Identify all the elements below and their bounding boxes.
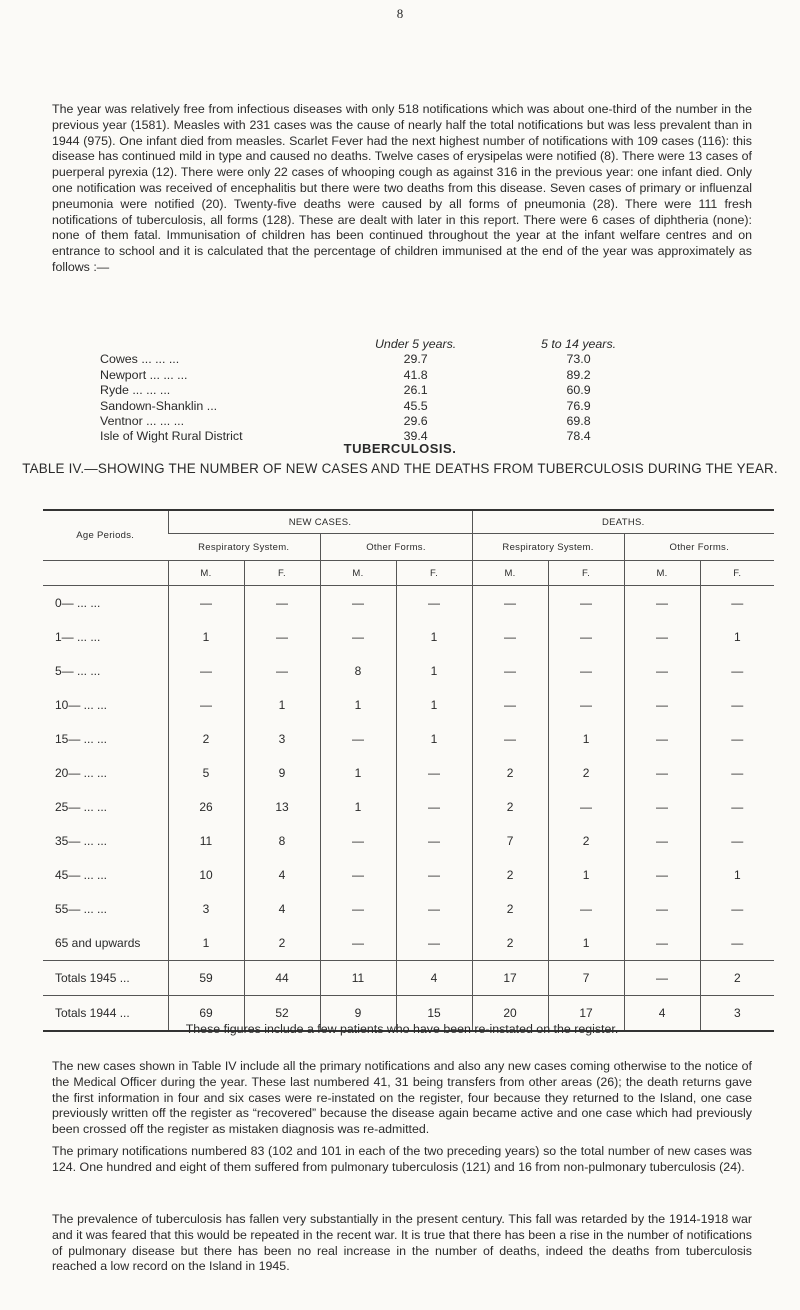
table-cell: — xyxy=(320,892,396,926)
table-cell: — xyxy=(548,688,624,722)
table-cell: — xyxy=(320,586,396,621)
immunisation-table xyxy=(100,337,660,445)
table-cell: — xyxy=(396,586,472,621)
age-period: 55— ... ... xyxy=(55,902,108,916)
age-row xyxy=(43,756,774,790)
table-cell: — xyxy=(700,892,774,926)
table-cell: — xyxy=(700,688,774,722)
age-row xyxy=(43,790,774,824)
intro-paragraph: The year was relatively free from infectious diseases with only 518 notifications which was about one-third of the number in the previous year (1581). Measles with 231 cases was the cause of nearly half the total notifications but was less prevalent than in 1944 (975). One infant died from measles. Scarlet Fever had the next highest number of notifications with 109 cases (116): this disease has continued mild in type and caused no deaths. Twelve cases of erysipelas were notified (8). There were 13 cases of puerperal pyrexia (12). There were only 22 cases of whooping cough as against 316 in the previous year: one infant died. Only one notification was received of encephalitis but there were two deaths from this disease. Seven cases of primary or influenzal pneumonia were notified (20). Twenty-five deaths were caused by all forms of pneumonia (28). There were 111 fresh notifications of tuberculosis, all forms (128). These are dealt with later in this report. There were 6 cases of diphtheria (none): none of them fatal. Immunisation of children has been continued throughout the year at the infant welfare centres and on entrance to school and it is calculated that the percentage of children immunised at the end of the year was approximately as follows :— xyxy=(52,102,752,274)
table-cell: — xyxy=(320,722,396,756)
table-cell: 2 xyxy=(472,858,548,892)
table-cell: — xyxy=(396,926,472,961)
table-cell: — xyxy=(396,790,472,824)
age-period: 0— ... ... xyxy=(55,596,101,610)
table-cell: — xyxy=(548,586,624,621)
table-cell: 7 xyxy=(472,824,548,858)
under5-value: 41.8 xyxy=(403,367,428,382)
table-cell: — xyxy=(624,722,700,756)
table-cell: 1 xyxy=(548,722,624,756)
table-cell: — xyxy=(320,858,396,892)
table-cell: — xyxy=(472,722,548,756)
age-row xyxy=(43,926,774,961)
table-cell: — xyxy=(168,654,244,688)
table-cell: — xyxy=(624,586,700,621)
age-period: 5— ... ... xyxy=(55,664,101,678)
age-period: 25— ... ... xyxy=(55,800,108,814)
age-period: Totals 1945 ... xyxy=(43,961,168,996)
table-cell: — xyxy=(396,858,472,892)
table-cell: — xyxy=(320,620,396,654)
table-cell: 17 xyxy=(472,961,548,996)
table-cell: 1 xyxy=(396,722,472,756)
table-cell: — xyxy=(168,688,244,722)
district-name: Newport ... ... ... xyxy=(100,367,188,382)
table-cell: — xyxy=(244,620,320,654)
table-cell: — xyxy=(472,620,548,654)
table-cell: — xyxy=(396,756,472,790)
table-cell: 26 xyxy=(168,790,244,824)
table-cell: 1 xyxy=(320,688,396,722)
table-cell: — xyxy=(548,892,624,926)
table-cell: — xyxy=(700,790,774,824)
header-row-3 xyxy=(43,561,774,586)
table-cell: — xyxy=(472,654,548,688)
age-row xyxy=(43,824,774,858)
immunisation-row xyxy=(100,383,660,398)
sex-f-header: F. xyxy=(700,561,774,586)
table-cell: — xyxy=(624,790,700,824)
age-row xyxy=(43,586,774,621)
immunisation-body xyxy=(100,352,660,444)
table-cell: 20 xyxy=(472,996,548,1032)
table-cell: — xyxy=(624,824,700,858)
age-period: 65 and upwards xyxy=(55,936,141,950)
sex-f-header: F. xyxy=(396,561,472,586)
table-cell: 17 xyxy=(548,996,624,1032)
five14-value: 78.4 xyxy=(566,429,591,444)
table-cell: — xyxy=(168,586,244,621)
deaths-respiratory-header: Respiratory System. xyxy=(472,534,624,561)
table-cell: 1 xyxy=(168,620,244,654)
new-other-header: Other Forms. xyxy=(320,534,472,561)
table-cell: 1 xyxy=(320,790,396,824)
tuberculosis-table xyxy=(43,509,774,1032)
under5-value: 29.7 xyxy=(403,352,428,367)
table-cell: 1 xyxy=(700,858,774,892)
district-name: Isle of Wight Rural District xyxy=(100,429,243,444)
table-title: TABLE IV.—SHOWING THE NUMBER OF NEW CASES AND THE DEATHS FROM TUBERCULOSIS DURING THE YEAR. xyxy=(22,461,778,476)
table-cell: 5 xyxy=(168,756,244,790)
table-cell: — xyxy=(624,654,700,688)
table-cell: 1 xyxy=(244,688,320,722)
page-number: 8 xyxy=(396,6,404,21)
new-respiratory-header: Respiratory System. xyxy=(168,534,320,561)
sex-m-header: M. xyxy=(320,561,396,586)
age-row xyxy=(43,620,774,654)
five14-value: 60.9 xyxy=(566,383,591,398)
table-cell: — xyxy=(624,858,700,892)
table-cell: 9 xyxy=(320,996,396,1032)
table-cell: 2 xyxy=(548,824,624,858)
table-cell: — xyxy=(624,961,700,996)
age-row xyxy=(43,688,774,722)
district-name: Ventnor ... ... ... xyxy=(100,414,185,429)
table-cell: 11 xyxy=(168,824,244,858)
age-row xyxy=(43,892,774,926)
district-name: Sandown-Shanklin ... xyxy=(100,398,218,413)
table-cell: 2 xyxy=(168,722,244,756)
table-cell: 1 xyxy=(396,654,472,688)
table-cell: 59 xyxy=(168,961,244,996)
section-title: TUBERCULOSIS. xyxy=(343,441,457,456)
table-cell: 2 xyxy=(472,892,548,926)
district-name: Cowes ... ... ... xyxy=(100,352,180,367)
primary-notifications-paragraph: The primary notifications numbered 83 (102 and 101 in each of the two preceding years) so the total number of new cases was 124. One hundred and eight of them suffered from pulmonary tuberculosis (121) and 16 from non-pulmonary tuberculosis (24). xyxy=(52,1144,752,1174)
table-cell: 7 xyxy=(548,961,624,996)
table-cell: — xyxy=(624,926,700,961)
table-cell: 2 xyxy=(472,926,548,961)
age-periods-header: Age Periods. xyxy=(43,510,168,561)
five14-value: 76.9 xyxy=(566,398,591,413)
table-cell: 2 xyxy=(548,756,624,790)
table-cell: 8 xyxy=(244,824,320,858)
table-cell: — xyxy=(700,722,774,756)
header-row-1 xyxy=(43,510,774,534)
table-cell: 1 xyxy=(548,926,624,961)
sex-f-header: F. xyxy=(244,561,320,586)
new-cases-header: NEW CASES. xyxy=(168,510,472,534)
table-cell: 1 xyxy=(396,688,472,722)
table-cell: 69 xyxy=(168,996,244,1032)
table-cell: — xyxy=(548,790,624,824)
table-cell: 4 xyxy=(396,961,472,996)
table-cell: — xyxy=(624,892,700,926)
five14-value: 73.0 xyxy=(566,352,591,367)
table-cell: 1 xyxy=(168,926,244,961)
under5-value: 45.5 xyxy=(403,398,428,413)
table-cell: — xyxy=(548,654,624,688)
table-cell: 44 xyxy=(244,961,320,996)
table-cell: 8 xyxy=(320,654,396,688)
table-cell: 4 xyxy=(244,892,320,926)
table-cell: 1 xyxy=(396,620,472,654)
col-under-5: Under 5 years. xyxy=(374,337,457,351)
table-cell: 3 xyxy=(700,996,774,1032)
table-cell: 1 xyxy=(548,858,624,892)
age-period: 45— ... ... xyxy=(55,868,108,882)
table-cell: 3 xyxy=(244,722,320,756)
age-period: 10— ... ... xyxy=(55,698,108,712)
age-row xyxy=(43,858,774,892)
immunisation-row xyxy=(100,368,660,383)
table-cell: — xyxy=(700,654,774,688)
under5-value: 39.4 xyxy=(403,429,428,444)
table-cell: — xyxy=(624,688,700,722)
table-cell: 2 xyxy=(472,790,548,824)
table-cell: 1 xyxy=(320,756,396,790)
table-cell: 4 xyxy=(244,858,320,892)
sex-m-header: M. xyxy=(472,561,548,586)
immunisation-row xyxy=(100,414,660,429)
under5-value: 26.1 xyxy=(403,383,428,398)
sex-m-header: M. xyxy=(168,561,244,586)
table-cell: 11 xyxy=(320,961,396,996)
table-cell: 2 xyxy=(244,926,320,961)
deaths-other-header: Other Forms. xyxy=(624,534,774,561)
sex-m-header: M. xyxy=(624,561,700,586)
table-cell: 2 xyxy=(700,961,774,996)
table-cell: — xyxy=(320,926,396,961)
table-cell: — xyxy=(700,586,774,621)
age-spacer xyxy=(43,561,168,586)
age-row xyxy=(43,722,774,756)
table-cell: — xyxy=(548,620,624,654)
age-row xyxy=(43,654,774,688)
table-cell: 1 xyxy=(700,620,774,654)
table-cell: — xyxy=(320,824,396,858)
under5-value: 29.6 xyxy=(403,414,428,429)
district-name: Ryde ... ... ... xyxy=(100,383,171,398)
table-cell: — xyxy=(396,824,472,858)
table-cell: 3 xyxy=(168,892,244,926)
table-cell: — xyxy=(396,892,472,926)
immunisation-header-row xyxy=(100,337,660,352)
table-cell: 52 xyxy=(244,996,320,1032)
age-period: 20— ... ... xyxy=(55,766,108,780)
table-cell: — xyxy=(472,586,548,621)
age-period: Totals 1944 ... xyxy=(43,996,168,1032)
col-5-to-14: 5 to 14 years. xyxy=(541,337,617,351)
deaths-header: DEATHS. xyxy=(472,510,774,534)
table-cell: — xyxy=(700,926,774,961)
new-cases-paragraph: The new cases shown in Table IV include all the primary notifications and also any new cases coming otherwise to the notice of the Medical Officer during the year. These last numbered 41, 31 being transfers from other areas (26); the death returns gave the first information in four and six cases were re-instated on the register, four because they returned to the Island, one case previously written off the register as “recovered” because the disease again became active and one case which had previously been crossed off the register as mistaken diagnosis was re-admitted. xyxy=(52,1059,752,1137)
table-cell: — xyxy=(472,688,548,722)
table-cell: — xyxy=(700,824,774,858)
age-period: 35— ... ... xyxy=(55,834,108,848)
table-cell: 10 xyxy=(168,858,244,892)
totals-row xyxy=(43,961,774,996)
sex-f-header: F. xyxy=(548,561,624,586)
age-period: 15— ... ... xyxy=(55,732,108,746)
immunisation-row xyxy=(100,352,660,367)
table-cell: — xyxy=(244,586,320,621)
five14-value: 89.2 xyxy=(566,367,591,382)
age-period: 1— ... ... xyxy=(55,630,101,644)
immunisation-row xyxy=(100,399,660,414)
table-cell: — xyxy=(244,654,320,688)
prevalence-paragraph: The prevalence of tuberculosis has fallen very substantially in the present century. This fall was retarded by the 1914-1918 war and it was feared that this would be repeated in the recent war. It is true that there has been a rise in the number of notifications of pulmonary disease but there has been no real increase in the number of deaths, indeed the deaths from tuberculosis reached a low record on the Island in 1945. xyxy=(52,1212,752,1274)
table-cell: — xyxy=(624,620,700,654)
tuberculosis-body xyxy=(43,586,774,1032)
table-cell: — xyxy=(700,756,774,790)
table-cell: 9 xyxy=(244,756,320,790)
table-cell: 13 xyxy=(244,790,320,824)
table-cell: 15 xyxy=(396,996,472,1032)
register-note: These figures include a few patients who have been re-instated on the register. xyxy=(185,1022,619,1036)
table-cell: — xyxy=(624,756,700,790)
table-cell: 2 xyxy=(472,756,548,790)
five14-value: 69.8 xyxy=(566,414,591,429)
table-cell: 4 xyxy=(624,996,700,1032)
